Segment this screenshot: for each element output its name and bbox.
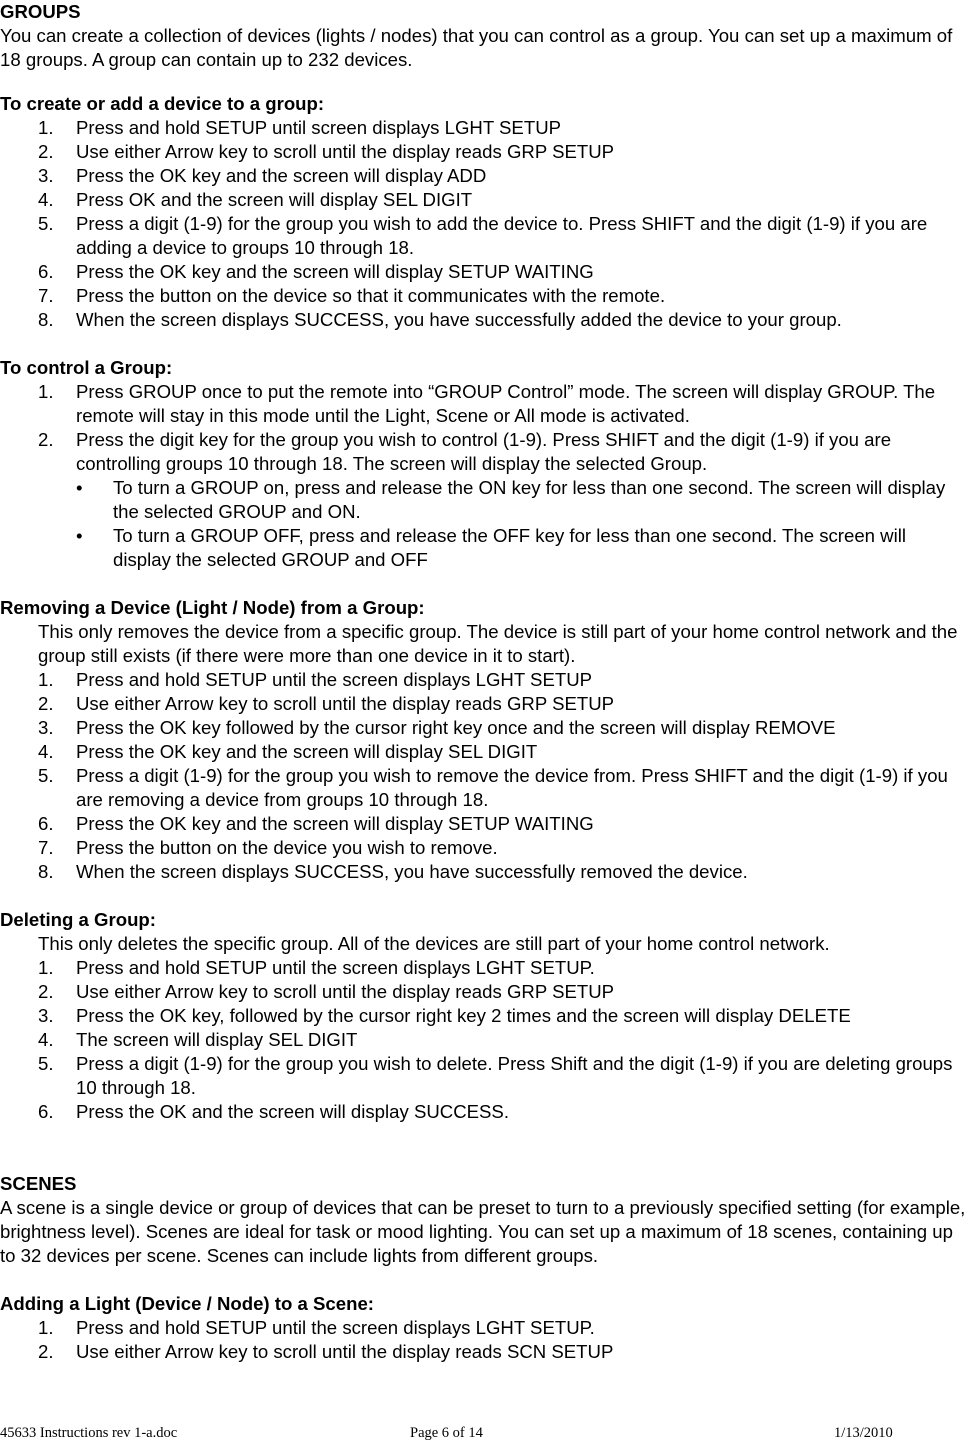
remove-device-heading: Removing a Device (Light / Node) from a Group: xyxy=(0,597,425,618)
list-item: 3. Press the OK key followed by the cursor right key once and the screen will display REMOVE xyxy=(38,717,836,738)
remove-device-steps xyxy=(0,668,968,884)
control-group-heading: To control a Group: xyxy=(0,357,173,378)
list-item: 6. Press the OK and the screen will display SUCCESS. xyxy=(38,1101,510,1122)
groups-paragraph: You can create a collection of devices (lights / nodes) that you can control as a group. You can set up a maximum of 18 groups. A group can contain up to 232 devices. xyxy=(0,25,953,70)
list-item: 1. Press and hold SETUP until the screen displays LGHT SETUP. xyxy=(38,1317,595,1338)
list-item: 4. Press the OK key and the screen will display SEL DIGIT xyxy=(38,741,538,762)
create-group-section xyxy=(0,92,968,332)
list-item: 1. Press and hold SETUP until the screen displays LGHT SETUP. xyxy=(38,957,595,978)
list-item: 5. Press a digit (1-9) for the group you wish to delete. Press Shift and the digit (1-9) if you are deleting groups 10 through 18. xyxy=(38,1053,953,1098)
scenes-section xyxy=(0,1172,968,1268)
scenes-paragraph: A scene is a single device or group of devices that can be preset to turn to a previously specified setting (for example, brightness level). Scenes are ideal for task or mood lighting. You can set up a maximum of 18 scenes, containing up to 32 devices per scene. Scenes can include lights from different groups. xyxy=(0,1197,966,1266)
footer-page-number: Page 6 of 14 xyxy=(410,1425,483,1441)
add-scene-section xyxy=(0,1292,968,1364)
delete-group-steps xyxy=(0,956,968,1124)
groups-section xyxy=(0,0,968,72)
list-item: 6. Press the OK key and the screen will display SETUP WAITING xyxy=(38,261,594,282)
list-item: 8. When the screen displays SUCCESS, you have successfully removed the device. xyxy=(38,861,748,882)
control-group-bullets xyxy=(0,476,968,572)
delete-group-section xyxy=(0,908,968,1124)
control-group-section xyxy=(0,356,968,572)
remove-device-section xyxy=(0,596,968,884)
control-group-steps xyxy=(0,380,968,476)
list-item: 6. Press the OK key and the screen will display SETUP WAITING xyxy=(38,813,594,834)
list-item: 2. Use either Arrow key to scroll until the display reads GRP SETUP xyxy=(38,141,615,162)
footer-filename: 45633 Instructions rev 1-a.doc xyxy=(0,1425,178,1441)
list-item: • To turn a GROUP on, press and release the ON key for less than one second. The screen will display the selected GROUP and ON. xyxy=(76,477,946,522)
add-scene-steps xyxy=(0,1316,968,1364)
remove-device-intro: This only removes the device from a specific group. The device is still part of your home control network and the group still exists (if there were more than one device in it to start). xyxy=(38,621,958,666)
list-item: 8. When the screen displays SUCCESS, you have successfully added the device to your group. xyxy=(38,309,842,330)
list-item: 2. Use either Arrow key to scroll until the display reads SCN SETUP xyxy=(38,1341,614,1362)
list-item: 2. Use either Arrow key to scroll until the display reads GRP SETUP xyxy=(38,693,615,714)
delete-group-intro: This only deletes the specific group. All of the devices are still part of your home control network. xyxy=(38,933,830,954)
list-item: 5. Press a digit (1-9) for the group you wish to remove the device from. Press SHIFT and the digit (1-9) if you are removing a device from groups 10 through 18. xyxy=(38,765,948,810)
list-item: 4. Press OK and the screen will display SEL DIGIT xyxy=(38,189,473,210)
list-item: 7. Press the button on the device so that it communicates with the remote. xyxy=(38,285,666,306)
create-group-heading: To create or add a device to a group: xyxy=(0,93,325,114)
scenes-heading: SCENES xyxy=(0,1173,77,1194)
list-item: 2. Use either Arrow key to scroll until the display reads GRP SETUP xyxy=(38,981,615,1002)
list-item: 5. Press a digit (1-9) for the group you wish to add the device to. Press SHIFT and the digit (1-9) if you are adding a device to groups 10 through 18. xyxy=(38,213,928,258)
list-item: 2. Press the digit key for the group you wish to control (1-9). Press SHIFT and the digit (1-9) if you are controlling groups 10 through 18. The screen will display the selected Group. xyxy=(38,429,892,474)
add-scene-heading: Adding a Light (Device / Node) to a Scene: xyxy=(0,1293,374,1314)
create-group-steps xyxy=(0,116,968,332)
list-item: 1. Press and hold SETUP until the screen displays LGHT SETUP xyxy=(38,669,593,690)
list-item: 3. Press the OK key and the screen will display ADD xyxy=(38,165,487,186)
footer-date: 1/13/2010 xyxy=(834,1425,893,1441)
list-item: 4. The screen will display SEL DIGIT xyxy=(38,1029,358,1050)
delete-group-heading: Deleting a Group: xyxy=(0,909,156,930)
list-item: 3. Press the OK key, followed by the cursor right key 2 times and the screen will display DELETE xyxy=(38,1005,851,1026)
list-item: 7. Press the button on the device you wish to remove. xyxy=(38,837,498,858)
list-item: • To turn a GROUP OFF, press and release the OFF key for less than one second. The screen will display the selected GROUP and OFF xyxy=(76,525,907,570)
list-item: 1. Press and hold SETUP until screen displays LGHT SETUP xyxy=(38,117,562,138)
groups-heading: GROUPS xyxy=(0,1,81,22)
page-footer xyxy=(0,1425,970,1441)
list-item: 1. Press GROUP once to put the remote into “GROUP Control” mode. The screen will display GROUP. The remote will stay in this mode until the Light, Scene or All mode is activated. xyxy=(38,381,936,426)
